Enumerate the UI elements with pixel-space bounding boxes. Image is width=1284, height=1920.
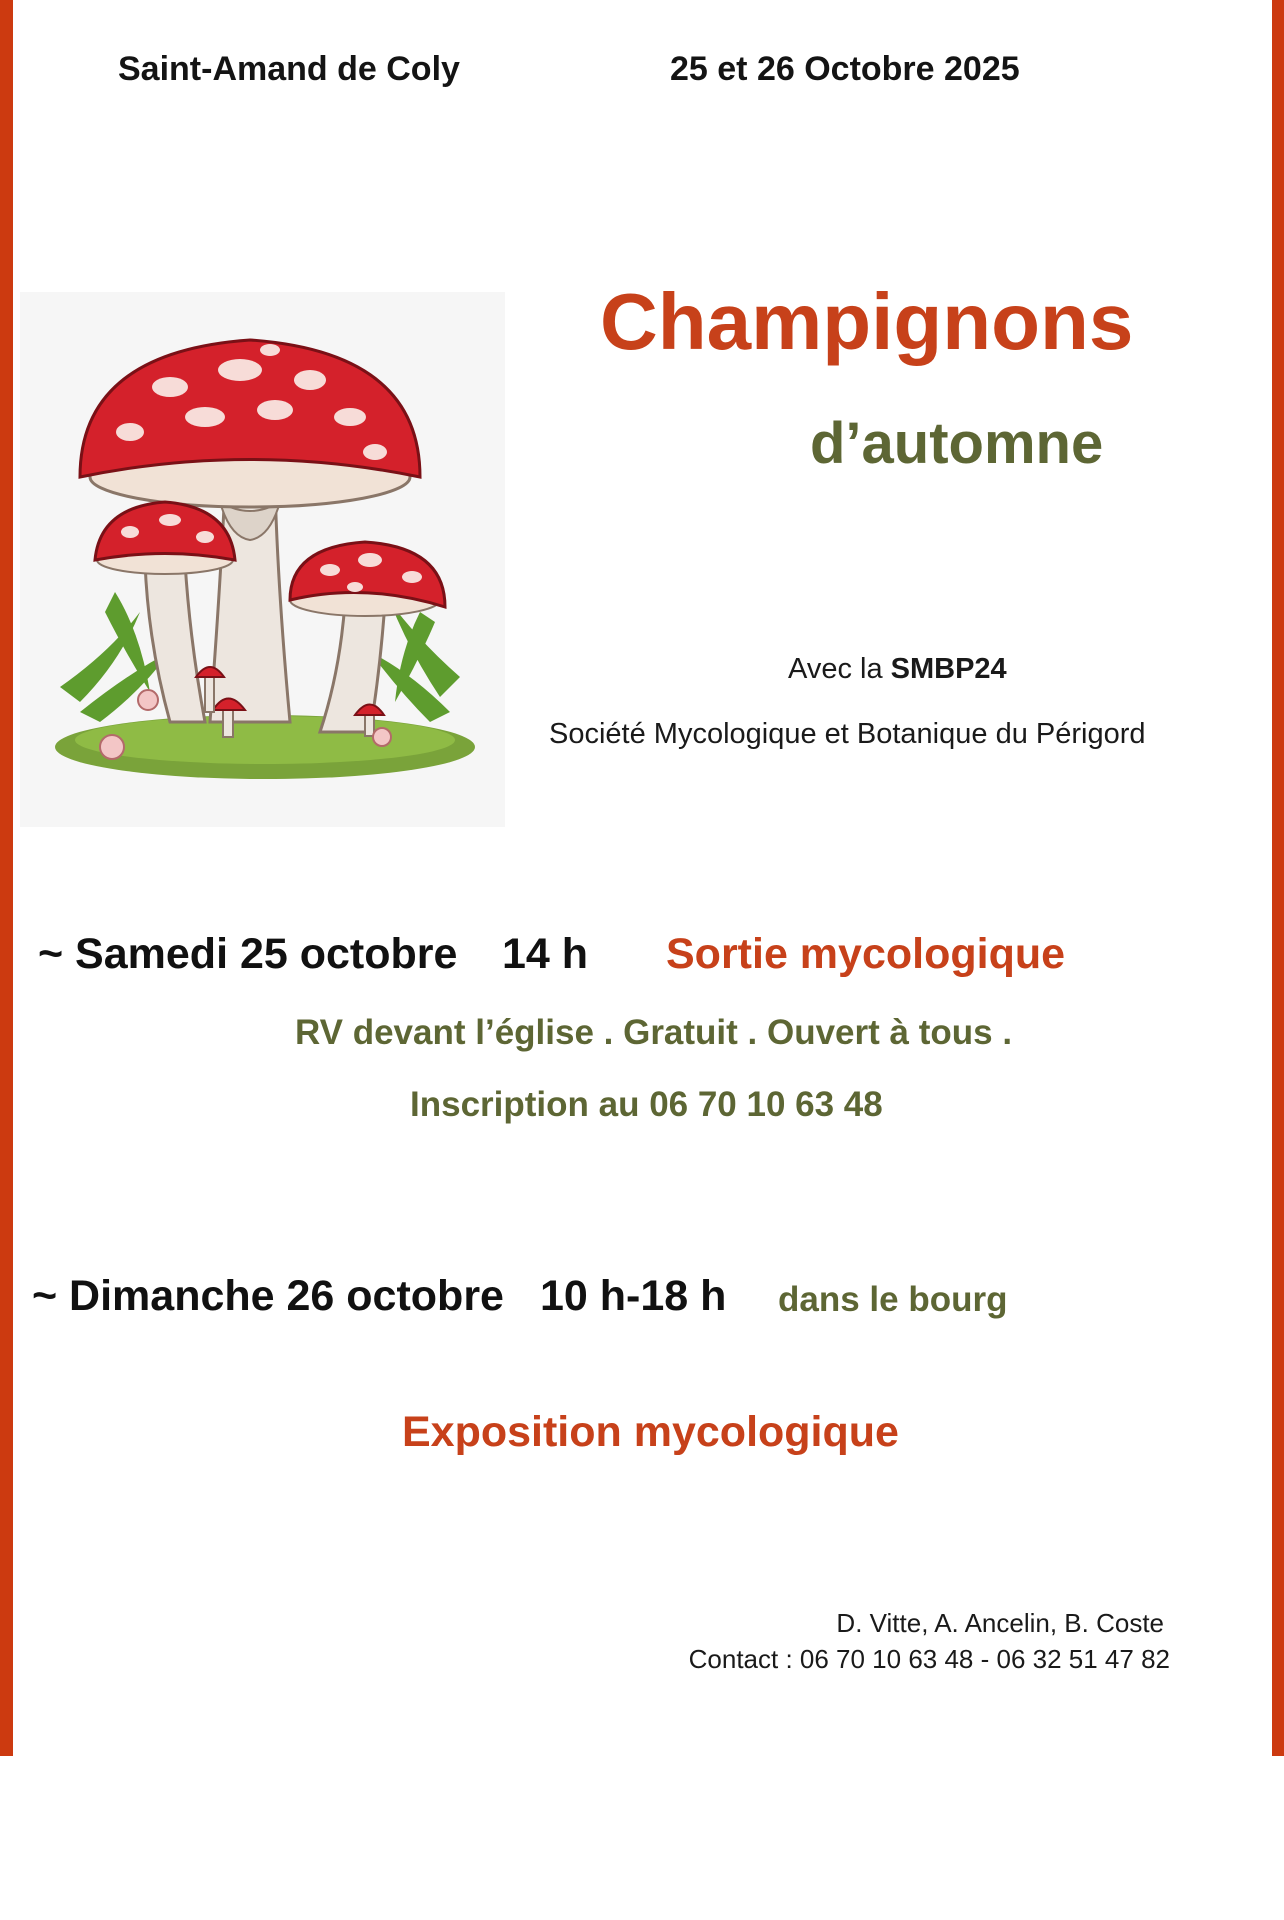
saturday-info: RV devant l’église . Gratuit . Ouvert à tous .: [295, 1013, 1013, 1052]
saturday-registration: Inscription au 06 70 10 63 48: [410, 1085, 883, 1124]
right-border: [1272, 0, 1284, 1756]
left-border: [0, 0, 13, 1756]
saturday-time: 14 h: [502, 930, 589, 978]
sunday-place: dans le bourg: [778, 1280, 1008, 1319]
sunday-time: 10 h-18 h: [540, 1272, 727, 1320]
organizer-prefix: Avec la: [788, 653, 883, 685]
organizer-full-name: Société Mycologique et Botanique du Périgord: [549, 718, 1146, 750]
credits: D. Vitte, A. Ancelin, B. Coste: [836, 1608, 1164, 1638]
sunday-date: ~ Dimanche 26 octobre: [32, 1272, 504, 1320]
organizer-line: [788, 653, 1007, 686]
saturday-activity: Sortie mycologique: [666, 930, 1066, 978]
subtitle: d’automne: [810, 411, 1104, 476]
contact: Contact : 06 70 10 63 48 - 06 32 51 47 82: [688, 1644, 1170, 1674]
organizer-acronym: SMBP24: [890, 653, 1007, 685]
main-title: Champignons: [600, 277, 1134, 366]
mushroom-illustration: [20, 292, 505, 827]
saturday-date: ~ Samedi 25 octobre: [38, 930, 458, 978]
sunday-activity: Exposition mycologique: [402, 1408, 899, 1456]
event-place: Saint-Amand de Coly: [118, 50, 460, 88]
event-dates: 25 et 26 Octobre 2025: [670, 50, 1020, 88]
